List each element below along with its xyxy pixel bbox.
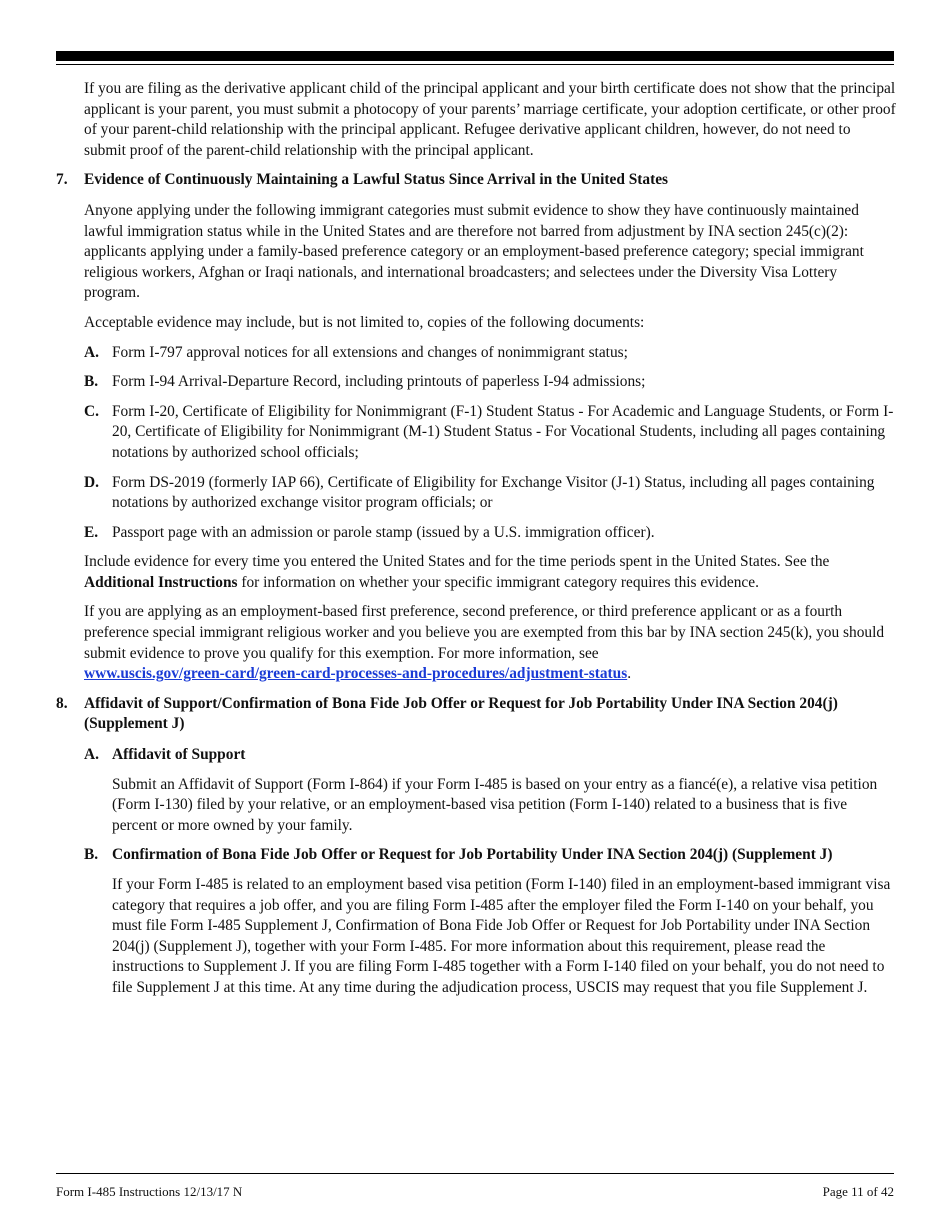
evidence-item-text: Passport page with an admission or parole stamp (issued by a U.S. immigration officer).: [112, 523, 655, 541]
section-7-number: 7.: [56, 171, 68, 189]
link-period: .: [627, 665, 632, 683]
sub-b-title: Confirmation of Bona Fide Job Offer or Request for Job Portability Under INA Section 204(j) (Supplement J): [112, 846, 833, 864]
sub-a-title: Affidavit of Support: [112, 746, 246, 764]
sub-a-text: Submit an Affidavit of Support (Form I-864) if your Form I-485 is based on your entry as a fiancé(e), a relative visa petition (Form I-130) filed by your relative, or an employment-based visa petition (Form I-140) related to a business that is five percent or more owned by your family.: [112, 775, 878, 834]
paragraph-3-tail: for information on whether your specific immigrant category requires this evidence.: [237, 573, 759, 591]
footer-form-id: Form I-485 Instructions 12/13/17 N: [56, 1184, 243, 1199]
section-8-sub-a: [84, 745, 896, 766]
section-7-title: Evidence of Continuously Maintaining a Lawful Status Since Arrival in the United States: [84, 171, 669, 189]
evidence-item-a: [84, 343, 896, 364]
header-rule: [56, 51, 894, 61]
footer-rule: [56, 1173, 894, 1174]
evidence-item-letter: B.: [84, 373, 99, 391]
sub-b-letter: B.: [84, 846, 99, 864]
evidence-item-b: [84, 372, 896, 393]
sub-b-text: If your Form I-485 is related to an employment based visa petition (Form I-140) filed in an employment-based immigrant visa category that requires a job offer, and you are filing Form I-485 after the employer filed the Form I-140 on your behalf, you must file Form I-485 Supplement J, Confirmation of Bona Fide Job Offer or Request for Job Portability under INA Section 204(j) (Supplement J), together with your Form I-485. For more information about this requirement, please read the instructions to Supplement J. If you are filing Form I-485 together with a Form I-140 filed on your behalf, you do not need to file Supplement J at this time. At any time during the adjudication process, USCIS may request that you file Supplement J.: [112, 876, 891, 996]
section-7-paragraph-1: Anyone applying under the following immigrant categories must submit evidence to show they have continuously maintained lawful immigration status while in the United States and are therefore not barred from adjustment by INA section 245(c)(2): applicants applying under a family-based preference category or an employment-based preference category; special immigrant religious workers, Afghan or Iraqi nationals, and international broadcasters; and selectees under the Diversity Visa Lottery program.: [84, 201, 864, 302]
evidence-item-text: Form DS-2019 (formerly IAP 66), Certificate of Eligibility for Exchange Visitor (J-1) Status, including all pages containing notations by authorized exchange visitor program officials; or: [112, 473, 875, 512]
evidence-item-letter: D.: [84, 473, 99, 491]
intro-paragraph: If you are filing as the derivative applicant child of the principal applicant and your birth certificate does not show that the principal applicant is your parent, you must submit a photocopy of your parents’ marriage certificate, your adoption certificate, or other proof of your parent-child relationship with the principal applicant. Refugee derivative applicant children, however, do not need to submit proof of the parent-child relationship with the principal applicant.: [84, 80, 896, 159]
section-8-number: 8.: [56, 694, 68, 712]
evidence-item-text: Form I-797 approval notices for all extensions and changes of nonimmigrant status;: [112, 343, 628, 361]
section-8: [56, 694, 896, 735]
footer-page-number: Page 11 of 42: [822, 1184, 894, 1199]
evidence-item-d: [84, 473, 896, 514]
section-7-paragraph-3: [84, 552, 896, 593]
additional-instructions-ref: Additional Instructions: [84, 573, 238, 591]
evidence-item-c: [84, 402, 896, 464]
paragraph-4-text: If you are applying as an employment-based first preference, second preference, or third preference applicant or as a fourth preference special immigrant religious worker and you believe you are exempted from this bar by INA section 245(k), you should submit evidence to prove you qualify for this exemption. For more information, see: [84, 603, 885, 662]
section-8-sub-b: [84, 845, 896, 866]
sub-a-letter: A.: [84, 746, 99, 764]
evidence-item-e: [84, 523, 896, 544]
header-rule-thin: [56, 64, 894, 65]
evidence-item-text: Form I-20, Certificate of Eligibility for Nonimmigrant (F-1) Student Status - For Academic and Language Students, or Form I-20, Certificate of Eligibility for Nonimmigrant (M-1) Student Status - For Vocational Students, including all pages containing notations by authorized school officials;: [112, 402, 894, 461]
uscis-adjustment-status-link[interactable]: www.uscis.gov/green-card/green-card-processes-and-procedures/adjustment-status: [84, 665, 628, 683]
evidence-item-letter: C.: [84, 402, 99, 420]
section-7-paragraph-4: [84, 602, 896, 684]
paragraph-3-lead: Include evidence for every time you entered the United States and for the time periods spent in the United States. See the: [84, 553, 830, 571]
evidence-item-letter: A.: [84, 343, 99, 361]
section-7: [56, 170, 896, 191]
section-8-title: Affidavit of Support/Confirmation of Bona Fide Job Offer or Request for Job Portability Under INA Section 204(j) (Supplement J): [84, 694, 838, 733]
evidence-item-letter: E.: [84, 523, 99, 541]
evidence-item-text: Form I-94 Arrival-Departure Record, including printouts of paperless I-94 admissions;: [112, 373, 646, 391]
section-7-paragraph-2: Acceptable evidence may include, but is not limited to, copies of the following documents:: [84, 313, 645, 331]
page-content: [56, 79, 896, 1008]
